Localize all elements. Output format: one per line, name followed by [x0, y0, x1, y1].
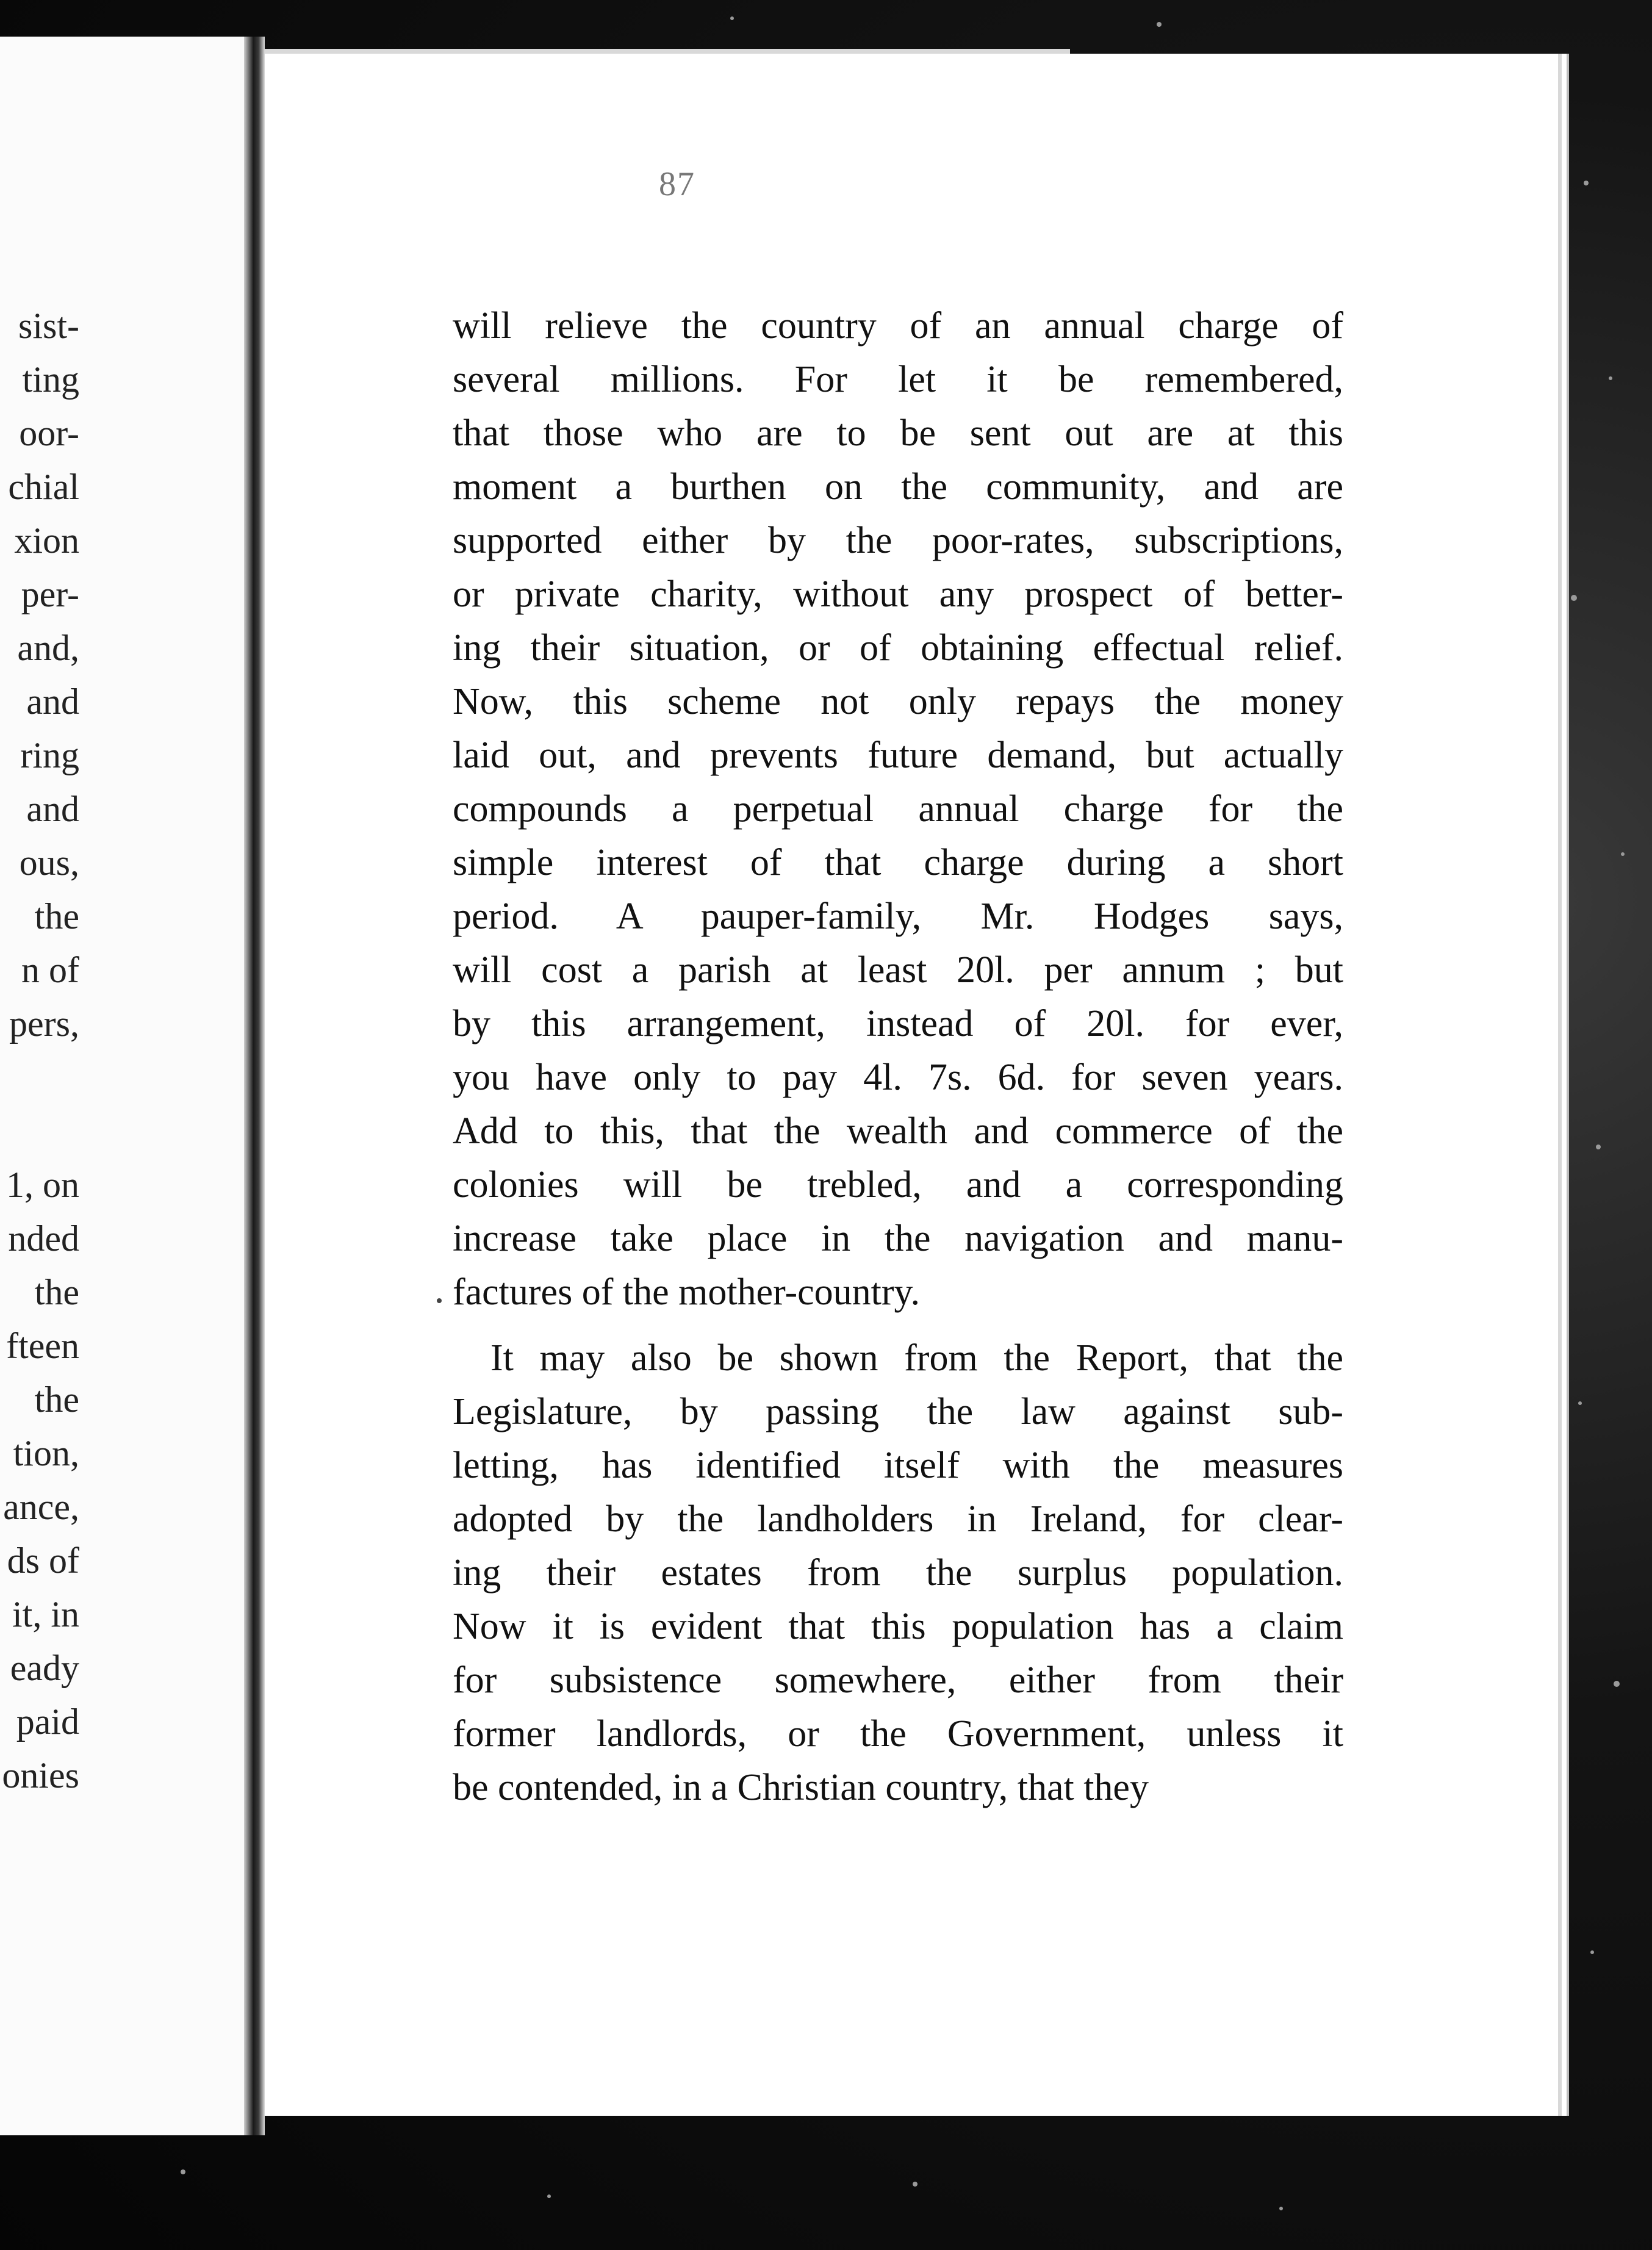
- facing-page-line: ance,: [3, 1487, 79, 1527]
- text-line: or private charity, without any prospect of better-: [453, 573, 1343, 615]
- page-number: 87: [659, 165, 695, 203]
- text-line: period. A pauper-family, Mr. Hodges says,: [453, 896, 1343, 937]
- facing-page-line: 1, on: [6, 1165, 79, 1205]
- text-line: will relieve the country of an annual charge of: [453, 305, 1343, 347]
- text-line: ing their estates from the surplus population.: [453, 1552, 1343, 1594]
- text-line: laid out, and prevents future demand, but actually: [453, 735, 1343, 776]
- facing-page-line: oor-: [19, 413, 79, 453]
- facing-page-line: eady: [10, 1648, 79, 1688]
- text-line: be contended, in a Christian country, that they: [453, 1767, 1149, 1808]
- facing-page-line: sist-: [18, 306, 79, 346]
- book-gutter: [244, 37, 265, 2135]
- text-line: several millions. For let it be remembered,: [453, 359, 1343, 400]
- facing-page-line: per-: [21, 574, 79, 614]
- text-line: adopted by the landholders in Ireland, for clear-: [453, 1498, 1343, 1540]
- facing-page-line: and: [26, 789, 79, 829]
- facing-page-line: the: [34, 1379, 79, 1420]
- facing-page-line: fteen: [6, 1326, 79, 1366]
- text-line: former landlords, or the Government, unless it: [453, 1713, 1343, 1755]
- facing-page-line: onies: [2, 1755, 79, 1795]
- facing-page-line: ous,: [19, 843, 79, 883]
- paragraph-break: [453, 1319, 1343, 1331]
- facing-page-line: the: [34, 1272, 79, 1312]
- text-line: It may also be shown from the Report, that the: [490, 1337, 1343, 1379]
- text-line: Legislature, by passing the law against sub-: [453, 1391, 1343, 1432]
- facing-page-line: xion: [14, 520, 79, 561]
- facing-page-line: nded: [8, 1218, 79, 1259]
- text-line: Now, this scheme not only repays the money: [453, 681, 1343, 722]
- text-line: compounds a perpetual annual charge for the: [453, 788, 1343, 830]
- facing-page-line: paid: [16, 1702, 79, 1742]
- text-line: increase take place in the navigation and manu-: [453, 1218, 1343, 1259]
- facing-page-line: pers,: [9, 1004, 79, 1044]
- facing-page-line: ds of: [7, 1540, 79, 1581]
- text-line: factures of the mother-country.: [453, 1271, 920, 1313]
- text-line: simple interest of that charge during a short: [453, 842, 1343, 883]
- text-line: moment a burthen on the community, and are: [453, 466, 1343, 508]
- facing-page: [0, 37, 250, 2135]
- facing-page-line: it, in: [12, 1594, 79, 1634]
- facing-page-line: tion,: [13, 1433, 79, 1473]
- text-line: ing their situation, or of obtaining effectual relief.: [453, 627, 1343, 669]
- facing-page-line: ring: [20, 735, 79, 775]
- text-line: letting, has identified itself with the measures: [453, 1445, 1343, 1486]
- text-line: Now it is evident that this population has a claim: [453, 1606, 1343, 1647]
- text-line: you have only to pay 4l. 7s. 6d. for seven years.: [453, 1057, 1343, 1098]
- text-line: supported either by the poor-rates, subscriptions,: [453, 520, 1343, 561]
- text-line: colonies will be trebled, and a corresponding: [453, 1164, 1343, 1206]
- text-line: by this arrangement, instead of 20l. for ever,: [453, 1003, 1343, 1044]
- text-line: will cost a parish at least 20l. per annum ; but: [453, 949, 1343, 991]
- ink-speck: [437, 1298, 442, 1303]
- facing-page-line: and,: [17, 628, 79, 668]
- text-line: for subsistence somewhere, either from their: [453, 1659, 1343, 1701]
- text-line: Add to this, that the wealth and commerce of the: [453, 1110, 1343, 1152]
- facing-page-line: n of: [21, 950, 79, 990]
- facing-page-line: chial: [8, 467, 79, 507]
- facing-page-line: and: [26, 681, 79, 722]
- page-body-text: [453, 299, 1343, 1814]
- facing-page-line: the: [34, 896, 79, 936]
- text-line: that those who are to be sent out are at this: [453, 412, 1343, 454]
- facing-page-line: ting: [22, 359, 79, 400]
